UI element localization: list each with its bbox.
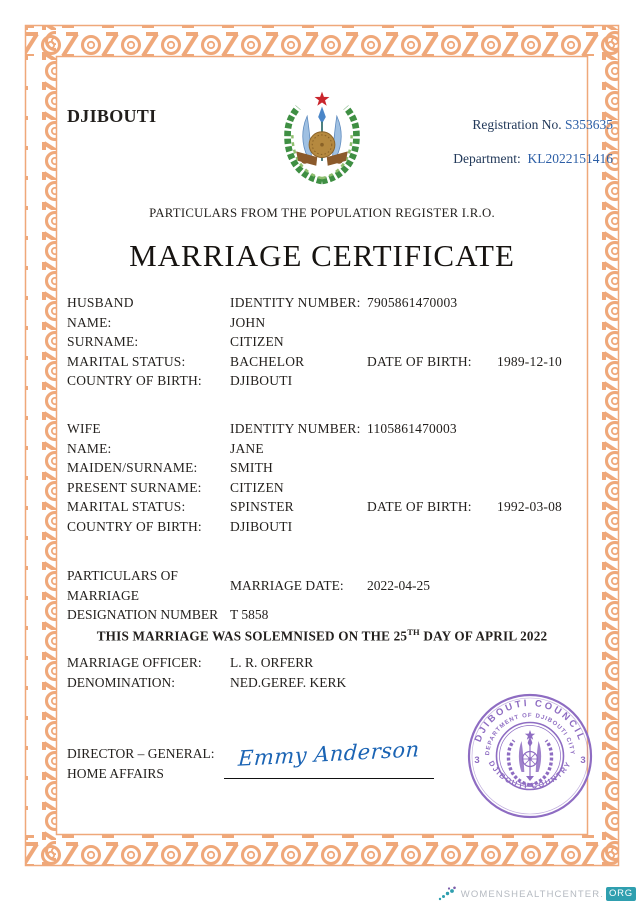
field-label: MARITAL STATUS: [67, 353, 186, 369]
field-label: MARRIAGE OFFICER: [67, 655, 202, 670]
department-number-line [453, 151, 613, 167]
field-value: JOHN [230, 314, 266, 330]
marriage-officer-section [67, 653, 587, 692]
seal-ring-top-text: DJIBOUTI COUNCIL [472, 697, 588, 744]
solemnised-statement: THIS MARRIAGE WAS SOLEMNISED ON THE 25TH DAY OF APRIL 2022 [96, 627, 548, 644]
field-value: NED.GEREF. KERK [230, 674, 347, 690]
field-value: T 5858 [230, 607, 269, 622]
field-value: 7905861470003 [367, 295, 458, 310]
field-label: DATE OF BIRTH: [367, 499, 472, 515]
register-subtitle: PARTICULARS FROM THE POPULATION REGISTER I.R.O. [149, 206, 495, 220]
wife-section [67, 419, 587, 537]
husband-section [67, 293, 587, 391]
field-label: MAIDEN/SURNAME: [67, 460, 198, 476]
field-value: 2022-04-25 [367, 577, 430, 593]
department-label: Department: [453, 151, 521, 166]
seal-ring-mid-text: DEPARTMENT OF DJIBOUTI CITY [485, 712, 575, 756]
field-label: MARRIAGE DATE: [230, 577, 344, 593]
signature [222, 737, 436, 771]
seal-left-number: 3 [474, 755, 480, 766]
field-label: MARITAL STATUS: [67, 499, 186, 515]
field-value: SMITH [230, 460, 274, 476]
seal-ring-bottom-text: DJIBOUTI COUNTRY [486, 759, 574, 791]
field-label: DATE OF BIRTH: [367, 353, 472, 369]
watermark-badge: ORG [606, 887, 636, 901]
country-name: DJIBOUTI [67, 106, 157, 126]
field-label: IDENTITY NUMBER: [230, 421, 361, 436]
marriage-particulars-section [67, 566, 587, 605]
signature-line [224, 778, 434, 779]
field-value: DJIBOUTI [230, 373, 293, 389]
field-value: JANE [230, 440, 264, 456]
field-value: 1989-12-10 [497, 353, 562, 369]
field-label: NAME: [67, 314, 112, 330]
field-label: WIFE [67, 421, 101, 436]
field-label: SURNAME: [67, 334, 139, 350]
watermark-dots-icon [437, 886, 459, 902]
field-label: PRESENT SURNAME: [67, 479, 202, 495]
field-value [497, 419, 587, 439]
official-seal-icon [462, 688, 598, 824]
section-label: PARTICULARS OF MARRIAGE [67, 568, 178, 603]
field-label: DESIGNATION NUMBER [67, 607, 219, 622]
field-label: DENOMINATION: [67, 674, 175, 690]
designation-number-row [67, 605, 587, 625]
registration-number-line [472, 117, 613, 133]
field-value: CITIZEN [230, 479, 284, 495]
signature-text: Emmy Anderson [237, 737, 421, 771]
djibouti-national-emblem-icon [279, 90, 365, 186]
registration-label: Registration No. [472, 117, 562, 132]
field-value [497, 293, 587, 313]
field-label: COUNTRY OF BIRTH: [67, 518, 202, 534]
field-value: 1105861470003 [367, 421, 457, 436]
field-value: CITIZEN [230, 334, 284, 350]
department-value: KL2022151416 [527, 151, 613, 166]
field-value: L. R. ORFERR [230, 655, 314, 670]
seal-inner-emblem [508, 730, 551, 785]
seal-right-number: 3 [580, 755, 586, 766]
watermark-site-text: WOMENSHEALTHCENTER. [460, 888, 604, 900]
field-value: 1992-03-08 [497, 499, 562, 515]
field-value: SPINSTER [230, 499, 294, 515]
watermark-logo [437, 886, 636, 902]
field-label: COUNTRY OF BIRTH: [67, 373, 202, 389]
certificate-title: MARRIAGE CERTIFICATE [129, 238, 515, 273]
field-value: BACHELOR [230, 353, 305, 369]
field-label: IDENTITY NUMBER: [230, 295, 361, 310]
field-label: HUSBAND [67, 295, 134, 310]
director-general-label: DIRECTOR – GENERAL: HOME AFFAIRS [67, 746, 215, 781]
registration-value: S353635 [564, 117, 613, 132]
field-label: NAME: [67, 440, 112, 456]
field-value: DJIBOUTI [230, 518, 293, 534]
